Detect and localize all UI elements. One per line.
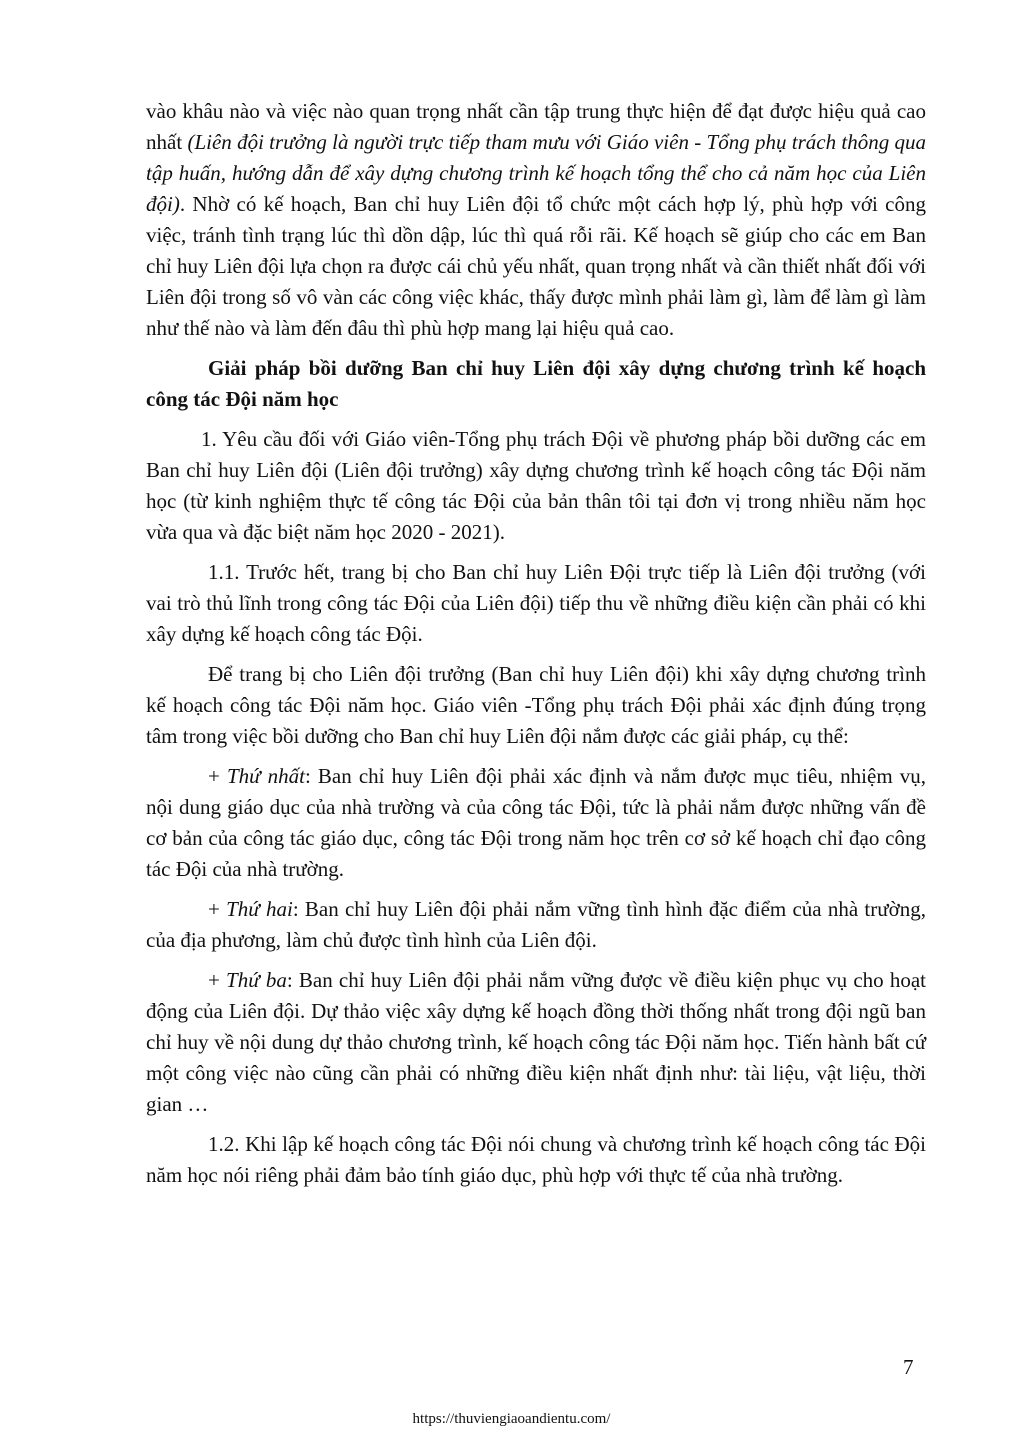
- paragraph-second: [146, 894, 926, 956]
- bullet-text-first: : Ban chỉ huy Liên đội phải xác định và nắm được mục tiêu, nhiệm vụ, nội dung giáo dục của nhà trường và của công tác Đội, tức là phải nắm được những vấn đề cơ bản của công tác giáo dục, công tác Đội trong năm học trên cơ sở kế hoạch chỉ đạo công tác Đội của nhà trường.: [146, 764, 927, 881]
- bullet-text-second: : Ban chỉ huy Liên đội phải nắm vững tình hình đặc điểm của nhà trường, của địa phương, làm chủ được tình hình của Liên đội.: [146, 897, 926, 952]
- paragraph-1-1: 1.1. Trước hết, trang bị cho Ban chỉ huy Liên Đội trực tiếp là Liên đội trưởng (với vai trò thủ lĩnh trong công tác Đội của Liên đội) tiếp thu về những điều kiện cần phải có khi xây dựng kế hoạch công tác Đội.: [146, 560, 926, 646]
- bullet-prefix: +: [208, 764, 227, 788]
- page-number: 7: [903, 1355, 914, 1379]
- document-body: [146, 96, 926, 1200]
- bullet-prefix: +: [208, 897, 227, 921]
- section-heading: Giải pháp bồi dưỡng Ban chỉ huy Liên đội xây dựng chương trình kế hoạch công tác Đội năm học: [146, 356, 926, 411]
- bullet-label-second: Thứ hai: [226, 897, 293, 921]
- paragraph-requirement-1: 1. Yêu cầu đối với Giáo viên-Tổng phụ trách Đội về phương pháp bồi dưỡng các em Ban chỉ huy Liên đội (Liên đội trưởng) xây dựng chương trình kế hoạch công tác Đội năm học (từ kinh nghiệm thực tế công tác Đội của bản thân tôi tại đơn vị trong nhiều năm học vừa qua và đặc biệt năm học 2020 - 2021).: [146, 427, 926, 544]
- paragraph-third: [146, 965, 926, 1120]
- paragraph-first: [146, 761, 926, 885]
- paragraph-intro-rest: . Nhờ có kế hoạch, Ban chỉ huy Liên đội tổ chức một cách hợp lý, phù hợp với công việc, tránh tình trạng lúc thì dồn dập, lúc thì quá rỗi rãi. Kế hoạch sẽ giúp cho các em Ban chỉ huy Liên đội lựa chọn ra được cái chủ yếu nhất, quan trọng nhất và cần thiết nhất đối với Liên đội trong số vô vàn các công việc khác, thấy được mình phải làm gì, làm để làm gì làm như thế nào và làm đến đâu thì phù hợp mang lại hiệu quả cao.: [146, 192, 926, 340]
- bullet-prefix: +: [208, 968, 227, 992]
- paragraph-intro-text: vào khâu nào và việc nào quan trọng nhất cần tập trung thực hiện để đạt được hiệu quả cao nhất: [146, 99, 926, 154]
- bullet-label-first: Thứ nhất: [226, 764, 305, 788]
- footer-url[interactable]: https://thuviengiaoandientu.com/: [412, 1411, 611, 1427]
- paragraph-1-2: 1.2. Khi lập kế hoạch công tác Đội nói chung và chương trình kế hoạch công tác Đội năm học nói riêng phải đảm bảo tính giáo dục, phù hợp với thực tế của nhà trường.: [146, 1132, 926, 1187]
- bullet-label-third: Thứ ba: [226, 968, 287, 992]
- paragraph-equip: Để trang bị cho Liên đội trưởng (Ban chỉ huy Liên đội) khi xây dựng chương trình kế hoạch công tác Đội năm học. Giáo viên -Tổng phụ trách Đội phải xác định đúng trọng tâm trong việc bồi dưỡng cho Ban chỉ huy Liên đội nắm được các giải pháp, cụ thể:: [146, 662, 926, 748]
- paragraph-intro: [146, 96, 926, 344]
- bullet-text-third: : Ban chỉ huy Liên đội phải nắm vững được về điều kiện phục vụ cho hoạt động của Liên đội. Dự thảo việc xây dựng kế hoạch đồng thời thống nhất trong đội ngũ ban chỉ huy về nội dung dự thảo chương trình, kế hoạch công tác Đội năm học. Tiến hành bất cứ một công việc nào cũng cần phải có những điều kiện nhất định như: tài liệu, vật liệu, thời gian …: [146, 968, 926, 1116]
- paragraph-intro-italic: (Liên đội trưởng là người trực tiếp tham mưu với Giáo viên - Tổng phụ trách thông qua tập huấn, hướng dẫn để xây dựng chương trình kế hoạch tổng thể cho cả năm học của Liên đội): [146, 130, 927, 216]
